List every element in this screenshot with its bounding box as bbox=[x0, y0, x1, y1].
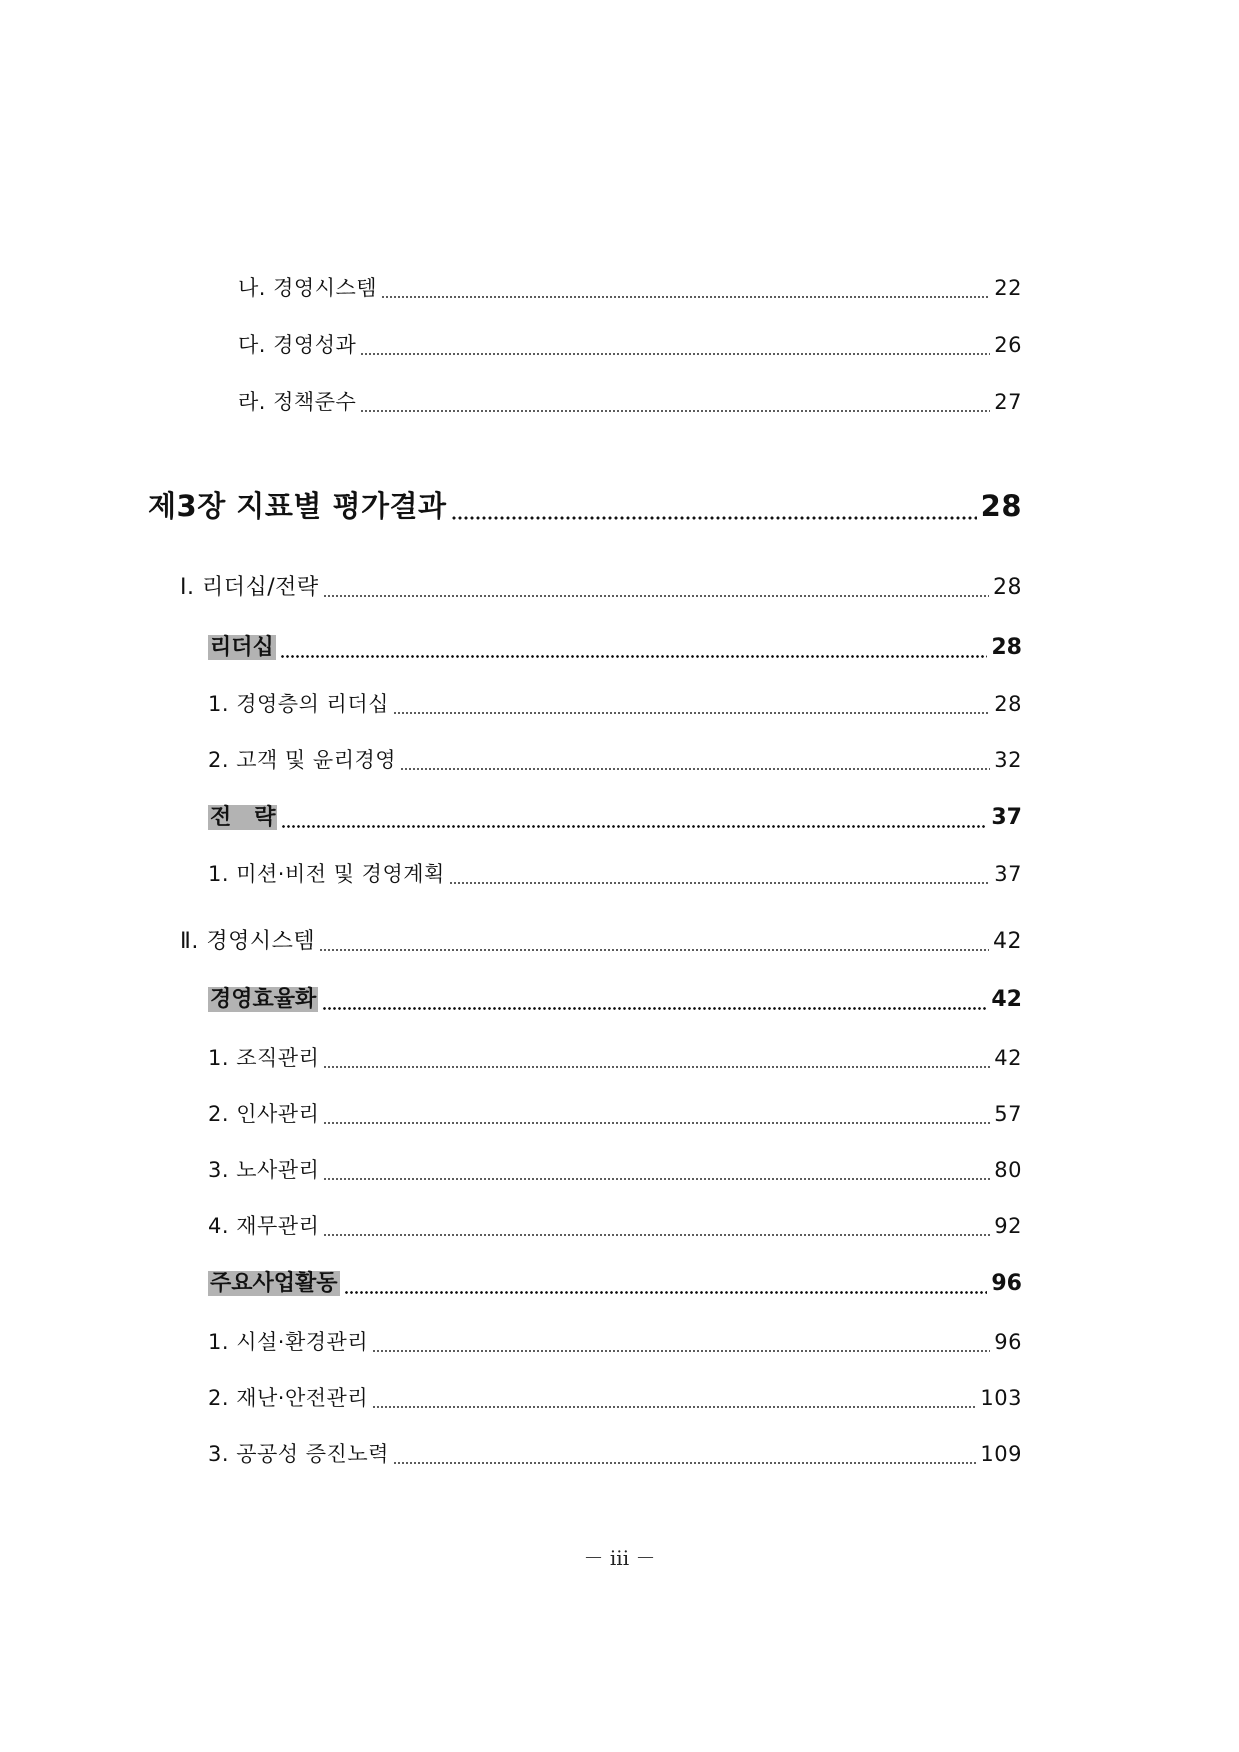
toc-entry-title: 나. 경영시스템 bbox=[238, 276, 378, 300]
toc-group-page: 28 bbox=[991, 635, 1022, 660]
toc-leader-dots bbox=[372, 1402, 976, 1412]
toc-leader-dots bbox=[451, 511, 977, 525]
toc-item-page: 109 bbox=[980, 1442, 1022, 1466]
toc-leader-dots bbox=[393, 1458, 977, 1468]
toc-item-title: 2. 고객 및 윤리경영 bbox=[208, 748, 397, 772]
toc-leader-dots bbox=[322, 1003, 987, 1013]
toc-section-1[interactable] bbox=[180, 570, 1022, 601]
toc-section-page: 42 bbox=[993, 929, 1022, 954]
toc-entry-page: 27 bbox=[994, 390, 1022, 414]
toc-item-page: 92 bbox=[994, 1214, 1022, 1238]
toc-entry-da-management-performance[interactable] bbox=[238, 329, 1022, 359]
toc-leader-dots bbox=[319, 945, 989, 955]
toc-leader-dots bbox=[280, 651, 988, 661]
toc-section-title: Ⅰ. 리더십/전략 bbox=[180, 575, 319, 600]
toc-item-page: 32 bbox=[994, 748, 1022, 772]
toc-item-title: 4. 재무관리 bbox=[208, 1214, 320, 1238]
toc-item-facility-environment[interactable] bbox=[208, 1326, 1022, 1356]
toc-group-highlight: 경영효율화 bbox=[210, 987, 317, 1012]
toc-group-title bbox=[208, 630, 276, 661]
toc-entry-ga-management-system[interactable] bbox=[238, 272, 1022, 302]
toc-item-page: 96 bbox=[994, 1330, 1022, 1354]
toc-leader-dots bbox=[372, 1346, 990, 1356]
toc-item-page: 57 bbox=[994, 1102, 1022, 1126]
toc-group-highlight: 리더십 bbox=[210, 635, 274, 660]
toc-group-business[interactable] bbox=[208, 1266, 1022, 1297]
toc-leader-dots bbox=[360, 349, 990, 359]
toc-section-title: Ⅱ. 경영시스템 bbox=[180, 929, 316, 954]
toc-leader-dots bbox=[323, 1062, 990, 1072]
toc-leader-dots bbox=[360, 406, 990, 416]
toc-leader-dots bbox=[393, 708, 990, 718]
toc-entry-page: 26 bbox=[994, 333, 1022, 357]
toc-item-executive-leadership[interactable] bbox=[208, 688, 1022, 718]
toc-leader-dots bbox=[323, 1118, 990, 1128]
toc-group-leadership[interactable] bbox=[208, 630, 1022, 661]
toc-leader-dots bbox=[323, 1230, 990, 1240]
toc-item-page: 28 bbox=[994, 692, 1022, 716]
toc-group-strategy[interactable] bbox=[208, 800, 1022, 831]
toc-leader-dots bbox=[281, 821, 987, 831]
toc-item-hr[interactable] bbox=[208, 1098, 1022, 1128]
toc-chapter-3[interactable] bbox=[148, 484, 1022, 525]
toc-group-efficiency[interactable] bbox=[208, 982, 1022, 1013]
toc-leader-dots bbox=[449, 878, 990, 888]
toc-group-page: 96 bbox=[991, 1271, 1022, 1296]
toc-entry-title: 라. 정책준수 bbox=[238, 390, 357, 414]
toc-item-public-interest[interactable] bbox=[208, 1438, 1022, 1468]
toc-leader-dots bbox=[381, 292, 990, 302]
toc-leader-dots bbox=[323, 1174, 990, 1184]
toc-section-2[interactable] bbox=[180, 924, 1022, 955]
toc-item-organization[interactable] bbox=[208, 1042, 1022, 1072]
toc-group-page: 42 bbox=[991, 987, 1022, 1012]
toc-group-page: 37 bbox=[991, 805, 1022, 830]
toc-item-title: 3. 노사관리 bbox=[208, 1158, 320, 1182]
toc-group-title bbox=[208, 1266, 340, 1297]
toc-group-highlight: 주요사업활동 bbox=[210, 1271, 338, 1296]
toc-item-page: 42 bbox=[994, 1046, 1022, 1070]
toc-section-page: 28 bbox=[993, 575, 1022, 600]
toc-chapter-title: 제3장 지표별 평가결과 bbox=[148, 489, 447, 523]
toc-item-title: 1. 미션·비전 및 경영계획 bbox=[208, 862, 445, 886]
toc-item-customer-ethics[interactable] bbox=[208, 744, 1022, 774]
toc-item-mission-vision[interactable] bbox=[208, 858, 1022, 888]
toc-entry-ra-policy-compliance[interactable] bbox=[238, 386, 1022, 416]
toc-item-title: 1. 조직관리 bbox=[208, 1046, 320, 1070]
toc-item-disaster-safety[interactable] bbox=[208, 1382, 1022, 1412]
toc-item-title: 2. 인사관리 bbox=[208, 1102, 320, 1126]
toc-item-title: 1. 경영층의 리더십 bbox=[208, 692, 389, 716]
toc-group-title bbox=[208, 982, 318, 1013]
toc-leader-dots bbox=[400, 764, 990, 774]
toc-item-page: 103 bbox=[980, 1386, 1022, 1410]
toc-item-finance[interactable] bbox=[208, 1210, 1022, 1240]
toc-item-title: 3. 공공성 증진노력 bbox=[208, 1442, 389, 1466]
toc-group-title bbox=[208, 800, 277, 831]
toc-entry-title: 다. 경영성과 bbox=[238, 333, 357, 357]
toc-item-page: 80 bbox=[994, 1158, 1022, 1182]
toc-leader-dots bbox=[323, 591, 989, 601]
toc-item-page: 37 bbox=[994, 862, 1022, 886]
toc-chapter-page: 28 bbox=[980, 489, 1022, 523]
toc-item-labor[interactable] bbox=[208, 1154, 1022, 1184]
page-number-footer: － iii － bbox=[583, 1546, 656, 1570]
toc-leader-dots bbox=[344, 1287, 988, 1297]
toc-entry-page: 22 bbox=[994, 276, 1022, 300]
toc-group-highlight: 전 략 bbox=[210, 805, 276, 830]
toc-item-title: 2. 재난·안전관리 bbox=[208, 1386, 369, 1410]
toc-item-title: 1. 시설·환경관리 bbox=[208, 1330, 369, 1354]
